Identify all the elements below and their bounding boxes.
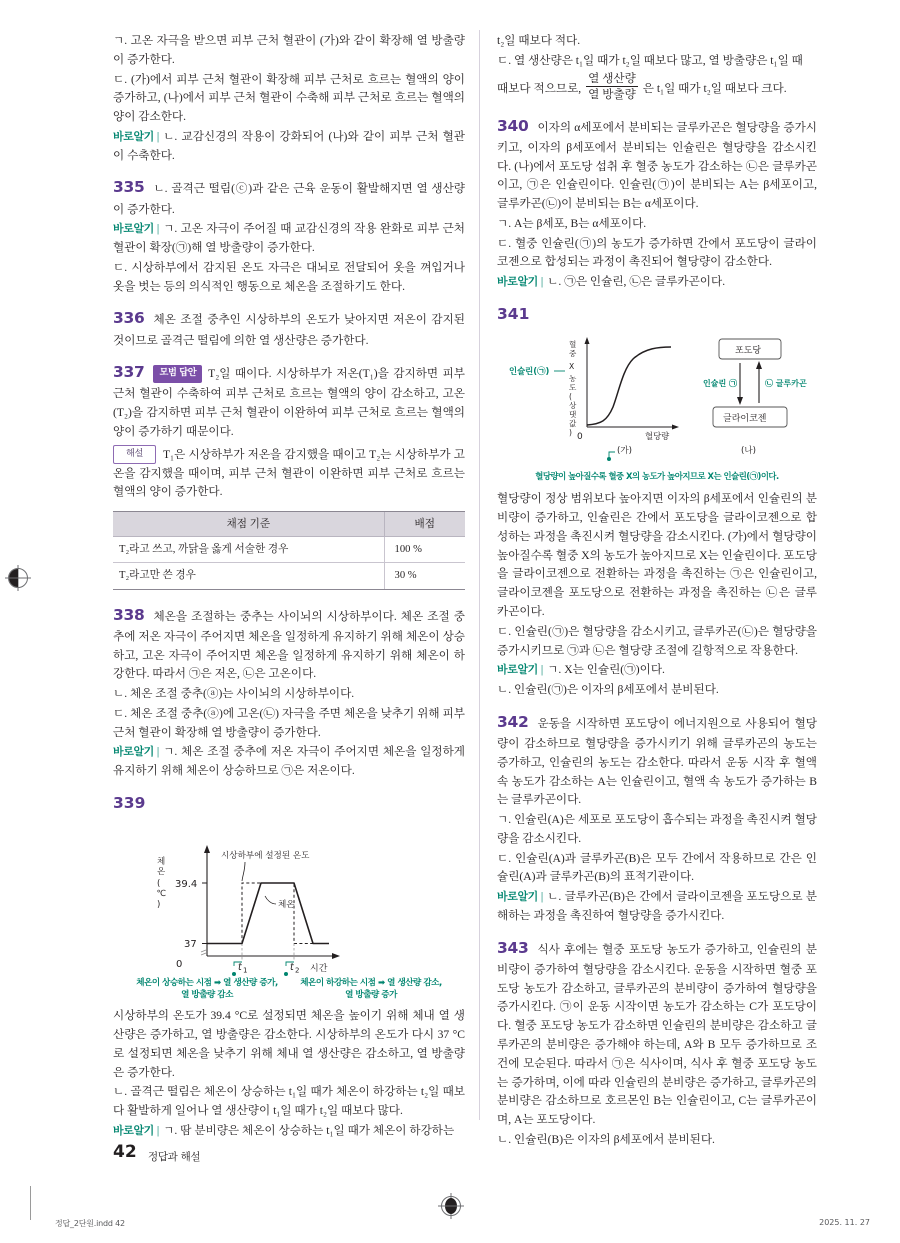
svg-text:시상하부에 설정된 온도: 시상하부에 설정된 온도 (221, 851, 310, 862)
q341-baroalgi-line-2: ㄴ. 인슐린(㉠)은 이자의 β세포에서 분비된다. (497, 683, 719, 697)
print-slug-date: 2025. 11. 27 (819, 1218, 870, 1227)
cell-points-1: 100 % (384, 537, 465, 563)
baroalgi-label: 바로알기 (497, 275, 538, 289)
q335-baroalgi-text: ㄱ. 고온 자극이 주어질 때 교감신경의 작용 완화로 피부 근처 혈관이 확장(㉠)해 열 방출량이 증가한다. (113, 222, 465, 255)
svg-text:체온: 체온 (278, 900, 295, 911)
q338-body: 체온을 조절하는 중추는 사이뇌의 시상하부이다. 체온 조절 중추에 저온 자극이 주어지면 체온을 일정하게 유지하기 위해 체온이 상승하고, 고온 자극이 주어지면 체온을 일정하게 유지하기 위해 체온이 하강한다. 따라서 ㉠은 저온, ㉡은 고온이다. (113, 609, 465, 681)
q337-answer: T₂일 때이다. 시상하부가 저온(T₁)을 감지하면 피부 근처 혈관이 수축하여 피부 근처로 흐르는 혈액의 양이 감소하고, 고온(T₂)을 감지하면 피부 근처 혈관이 이완하여 피부 근처로 흐르는 혈액의 양이 증가하기 때문이다. (113, 367, 465, 439)
svg-text:1: 1 (243, 966, 248, 975)
q340-baroalgi-text: ㄴ. ㉠은 인슐린, ㉡은 글루카곤이다. (547, 275, 726, 289)
q343-body: 식사 후에는 혈중 포도당 농도가 증가하고, 인슐린의 분비량이 증가하여 혈당량을 감소시킨다. 운동을 시작하면 혈중 포도당 농도가 감소하고, 글루카곤의 분비량이 증가하여 혈당량을 증가시킨다. ㉠이 운동 시작이면 농도가 감소하는 C가 포도당이다. 혈중 포도당 농도가 감소하면 인슐린의 분비량은 감소하고 글루카곤의 분비량은 증가해야 하는데, A와 B 모두 증가하므로 조건에 모순된다. 따라서 ㉠은 식사이며, 식사 후 혈중 포도당 농도는 증가하며, 이에 따라 인슐린의 분비량은 증가하고, 글루카곤의 분비량은 감소하므로 호르몬인 B는 인슐린이고, C는 글루카곤이며, A는 포도당이다. (497, 942, 817, 1127)
svg-text:농: 농 (569, 374, 577, 384)
svg-text:혈: 혈 (569, 340, 577, 350)
svg-text:X: X (569, 362, 575, 372)
svg-text:인슐린 ㉠: 인슐린 ㉠ (703, 379, 737, 389)
svg-text:글라이코젠: 글라이코젠 (723, 414, 767, 425)
q339-line-d-b: 때보다 적으므로, (497, 81, 582, 95)
svg-text:0: 0 (176, 959, 183, 971)
q343-block (497, 936, 817, 1130)
q342-number: 342 (497, 712, 529, 731)
svg-text:(나): (나) (741, 446, 757, 457)
svg-text:0: 0 (577, 432, 583, 443)
baroalgi-label: 바로알기 (113, 1123, 154, 1137)
scoring-criteria-table (113, 511, 465, 589)
cell-criteria-1: T₂라고 쓰고, 까닭을 옳게 서술한 경우 (113, 537, 384, 563)
cell-points-2: 30 % (384, 563, 465, 589)
q334-baroalgi-line (113, 128, 465, 166)
svg-text:37: 37 (184, 939, 197, 951)
q341-baroalgi-line (497, 661, 817, 680)
svg-text:t: t (290, 962, 294, 974)
svg-text:㉡ 글루카곤: ㉡ 글루카곤 (765, 379, 807, 389)
baroalgi-separator: | (156, 1123, 160, 1137)
q341-line-d: ㄷ. 인슐린(㉠)은 혈당량을 감소시키고, 글루카곤(㉡)은 혈당량을 증가시키므로 ㉠과 ㉡은 혈당량 조절에 길항적으로 작용한다. (497, 624, 817, 657)
cell-criteria-2: T₂라고만 쓴 경우 (113, 563, 384, 589)
q340-line-d: ㄷ. 혈중 인슐린(㉠)의 농도가 증가하면 간에서 포도당이 글라이코젠으로 합성되는 과정이 촉진되어 혈당량이 감소한다. (497, 236, 817, 269)
baroalgi-label: 바로알기 (113, 745, 154, 759)
svg-text:중: 중 (569, 349, 577, 359)
right-column (497, 32, 817, 1151)
svg-text:(: ( (157, 879, 161, 890)
q340-body: 이자의 α세포에서 분비되는 글루카곤은 혈당량을 증가시키고, 이자의 β세포에서 분비되는 인슐린은 혈당량을 감소시킨다. (나)에서 포도당 섭취 후 혈중 농도가 감소하는 ㉡은 글루카곤이고, ㉠은 인슐린이다. 인슐린(㉠)이 분비되는 A는 β세포이고, 글루카곤(㉡)이 분비되는 B는 α세포이다. (497, 120, 817, 211)
baroalgi-separator: | (156, 745, 160, 759)
model-answer-badge: 모범 답안 (153, 365, 202, 383)
svg-text:도: 도 (569, 383, 577, 393)
col-header-points: 배점 (384, 512, 465, 537)
q337-number: 337 (113, 363, 145, 382)
q339-line-d-c: 은 t₁일 때가 t₂일 때보다 크다. (642, 81, 787, 95)
table-row (113, 537, 465, 563)
baroalgi-label: 바로알기 (497, 663, 538, 677)
svg-text:값: 값 (569, 419, 577, 429)
svg-text:t: t (238, 962, 242, 974)
figure-341-insulin-glucagon (497, 329, 817, 471)
q341-body: 혈당량이 정상 범위보다 높아지면 이자의 β세포에서 인슐린의 분비량이 증가하고, 인슐린은 간에서 포도당을 글라이코젠으로 합성하는 과정을 촉진시켜 혈당량을 감소시킨다. (가)에서 혈당량이 높아질수록 혈중 X의 농도가 높아지므로 X는 인슐린이다. 포도당을 글라이코젠으로 전환하는 과정을 촉진하는 ㉠은 인슐린이고, 글라이코젠을 포도당으로 전환하는 과정을 촉진하는 ㉡은 글루카곤이다. (497, 492, 817, 618)
heat-ratio-fraction (586, 72, 638, 102)
svg-text:(가): (가) (617, 446, 633, 457)
baroalgi-label: 바로알기 (497, 890, 538, 904)
svg-text:2: 2 (295, 966, 300, 975)
svg-text:39.4: 39.4 (175, 879, 198, 891)
q337-hint-block (113, 445, 465, 502)
fraction-denominator: 열 방출량 (588, 87, 636, 101)
q339-number: 339 (113, 794, 146, 812)
svg-text:℃: ℃ (156, 889, 167, 900)
svg-text:상: 상 (569, 401, 577, 411)
q336-number: 336 (113, 309, 145, 328)
hint-badge: 해설 (113, 445, 156, 464)
q340-line-g: ㄱ. A는 β세포, B는 α세포이다. (497, 216, 647, 230)
q341-number: 341 (497, 305, 530, 324)
q338-line-n: ㄴ. 체온 조절 중추(ⓐ)는 사이뇌의 시상하부이다. (113, 687, 355, 701)
q334-line-g: ㄱ. 고온 자극을 받으면 피부 근처 혈관이 (가)와 같이 확장해 열 방출량이 증가한다. (113, 34, 465, 66)
q338-number: 338 (113, 605, 145, 624)
q337-block (113, 360, 465, 441)
figure-341-svg (497, 329, 817, 464)
baroalgi-label: 바로알기 (113, 222, 154, 236)
q342-block (497, 710, 817, 810)
table-row (113, 563, 465, 589)
q335-number: 335 (113, 178, 145, 197)
svg-text:인슐린(㉠): 인슐린(㉠) (509, 366, 550, 377)
col-header-criteria: 채점 기준 (113, 512, 384, 537)
q335-body: ㄴ. 골격근 떨림(ⓒ)과 같은 근육 운동이 활발해지면 열 생산량이 증가한다. (113, 182, 465, 216)
q340-baroalgi-line (497, 273, 817, 292)
q342-body: 운동을 시작하면 포도당이 에너지원으로 사용되어 혈당량이 감소하므로 혈당량을 증가시키기 위해 글루카곤의 농도는 증가하고, 인슐린의 농도는 감소한다. 따라서 운동 시작 후 혈액 속 농도가 감소하는 A는 인슐린이고, 혈액 속 농도가 증가하는 B는 글루카곤이다. (497, 716, 817, 807)
q338-baroalgi-line (113, 743, 465, 781)
svg-text:(: ( (569, 392, 572, 402)
q342-line-g: ㄱ. 인슐린(A)은 세포로 포도당이 흡수되는 과정을 촉진시켜 혈당량을 감소시킨다. (497, 813, 817, 845)
q342-line-d: ㄷ. 인슐린(A)과 글루카곤(B)은 모두 간에서 작용하므로 간은 인슐린(A)과 글루카곤(B)의 표적기관이다. (497, 851, 817, 884)
q338-block (113, 603, 465, 684)
q338-baroalgi-text: ㄱ. 체온 조절 중추에 저온 자극이 주어지면 체온을 일정하게 유지하기 위해 체온이 상승하므로 ㉠은 저온이다. (113, 745, 465, 778)
q339-number-block (113, 791, 465, 816)
q342-baroalgi-text: ㄴ. 글루카곤(B)은 간에서 글라이코젠을 포도당으로 분해하는 과정을 촉진하여 혈당량을 증가시킨다. (497, 890, 817, 922)
svg-text:): ) (569, 428, 572, 438)
q335-baroalgi-line (113, 220, 465, 258)
q334-line-d: ㄷ. (가)에서 피부 근처 혈관이 확장해 피부 근처로 흐르는 혈액의 양이 증가하고, (나)에서 피부 근처 혈관이 수축해 피부 근처로 흐르는 혈액의 양이 감소한다. (113, 72, 465, 124)
q339-baroalgi-line (113, 1122, 465, 1141)
chart-callout-1: 체온이 상승하는 시점 ➡ 열 생산량 증가, 열 방출량 감소 (136, 978, 278, 1000)
q339-line-n: ㄴ. 골격근 떨림은 체온이 상승하는 t₁일 때가 체온이 하강하는 t₂일 때보다 활발하게 일어나 열 생산량이 t₁일 때가 t₂일 때보다 많다. (113, 1085, 465, 1118)
svg-text:시간: 시간 (310, 964, 328, 975)
baroalgi-separator: | (540, 275, 544, 289)
baroalgi-separator: | (540, 663, 544, 677)
svg-text:댓: 댓 (569, 410, 577, 420)
q343-line-n: ㄴ. 인슐린(B)은 이자의 β세포에서 분비된다. (497, 1132, 715, 1146)
fraction-numerator: 열 생산량 (586, 72, 638, 87)
registration-mark-bottom (441, 1196, 461, 1216)
q339-baroalgi-text: ㄱ. 땀 분비량은 체온이 상승하는 t₁일 때가 체온이 하강하는 (163, 1123, 455, 1137)
q339-tail: t₂일 때보다 적다. (497, 34, 581, 47)
q340-number: 340 (497, 116, 529, 135)
baroalgi-label: 바로알기 (113, 129, 154, 143)
q341-baroalgi-text: ㄱ. X는 인슐린(㉠)이다. (547, 663, 665, 677)
column-divider (479, 30, 480, 1120)
q339-line-d-frac (497, 72, 817, 104)
q343-number: 343 (497, 938, 529, 957)
q340-block (497, 114, 817, 214)
figure-341-caption: 혈당량이 높아질수록 혈중 X의 농도가 높아지므로 X는 인슐린(㉠)이다. (535, 470, 779, 481)
q336-block (113, 306, 465, 350)
baroalgi-separator: | (156, 129, 160, 143)
svg-text:온: 온 (157, 867, 166, 878)
baroalgi-separator: | (540, 890, 544, 904)
registration-mark-left (8, 568, 28, 588)
svg-text:포도당: 포도당 (735, 346, 762, 357)
q337-hint: T₁은 시상하부가 저온을 감지했을 때이고 T₂는 시상하부가 고온을 감지했을 때이며, 피부 근처 혈관이 이완하면 피부 근처로 흐르는 혈액의 양이 증가한다. (113, 447, 465, 499)
svg-text:혈당량: 혈당량 (645, 431, 670, 442)
q334-baroalgi-text: ㄴ. 교감신경의 작용이 강화되어 (나)와 같이 피부 근처 혈관이 수축한다. (113, 129, 465, 162)
print-slug-filename: 정답_2단원.indd 42 (55, 1219, 125, 1228)
q342-baroalgi-line (497, 888, 817, 926)
svg-text:체: 체 (157, 857, 166, 868)
figure-339-body-temperature-graph (113, 824, 465, 976)
q339-line-d-a: ㄷ. 열 생산량은 t₁일 때가 t₂일 때보다 많고, 열 방출량은 t₁일 때 (497, 53, 803, 67)
chart-callout-2: 체온이 하강하는 시점 ➡ 열 생산량 감소, 열 방출량 증가 (300, 978, 442, 1000)
q336-body: 체온 조절 중추인 시상하부의 온도가 낮아지면 저온이 감지된 것이므로 골격근 떨림에 의한 열 생산량은 증가한다. (113, 313, 465, 347)
baroalgi-separator: | (156, 222, 160, 236)
svg-text:): ) (157, 900, 161, 911)
chart-339-svg (139, 824, 439, 976)
q335-block (113, 175, 465, 219)
trim-mark-left (30, 1186, 31, 1220)
page-number: 42 (113, 1142, 137, 1162)
footer-section-label: 정답과 해설 (148, 1151, 201, 1163)
table-header-row (113, 512, 465, 537)
q341-number-block (497, 302, 817, 327)
q335-extra: ㄷ. 시상하부에서 감지된 온도 자극은 대뇌로 전달되어 옷을 껴입거나 옷을 벗는 등의 의식적인 행동으로 체온을 조절하기도 한다. (113, 260, 465, 293)
q338-line-d: ㄷ. 체온 조절 중추(ⓐ)에 고온(㉡) 자극을 주면 체온을 낮추기 위해 피부 근처 혈관이 확장해 열 방출량이 증가한다. (113, 706, 465, 739)
left-column (113, 32, 465, 1142)
q339-body: 시상하부의 온도가 39.4 °C로 설정되면 체온을 높이기 위해 체내 열 생산량은 증가하고, 열 방출량은 감소한다. 시상하부의 온도가 다시 37 °C로 설정되면 체온을 낮추기 위해 체내 열 생산량은 감소하고, 열 방출량은 증가한다. (113, 1009, 465, 1079)
